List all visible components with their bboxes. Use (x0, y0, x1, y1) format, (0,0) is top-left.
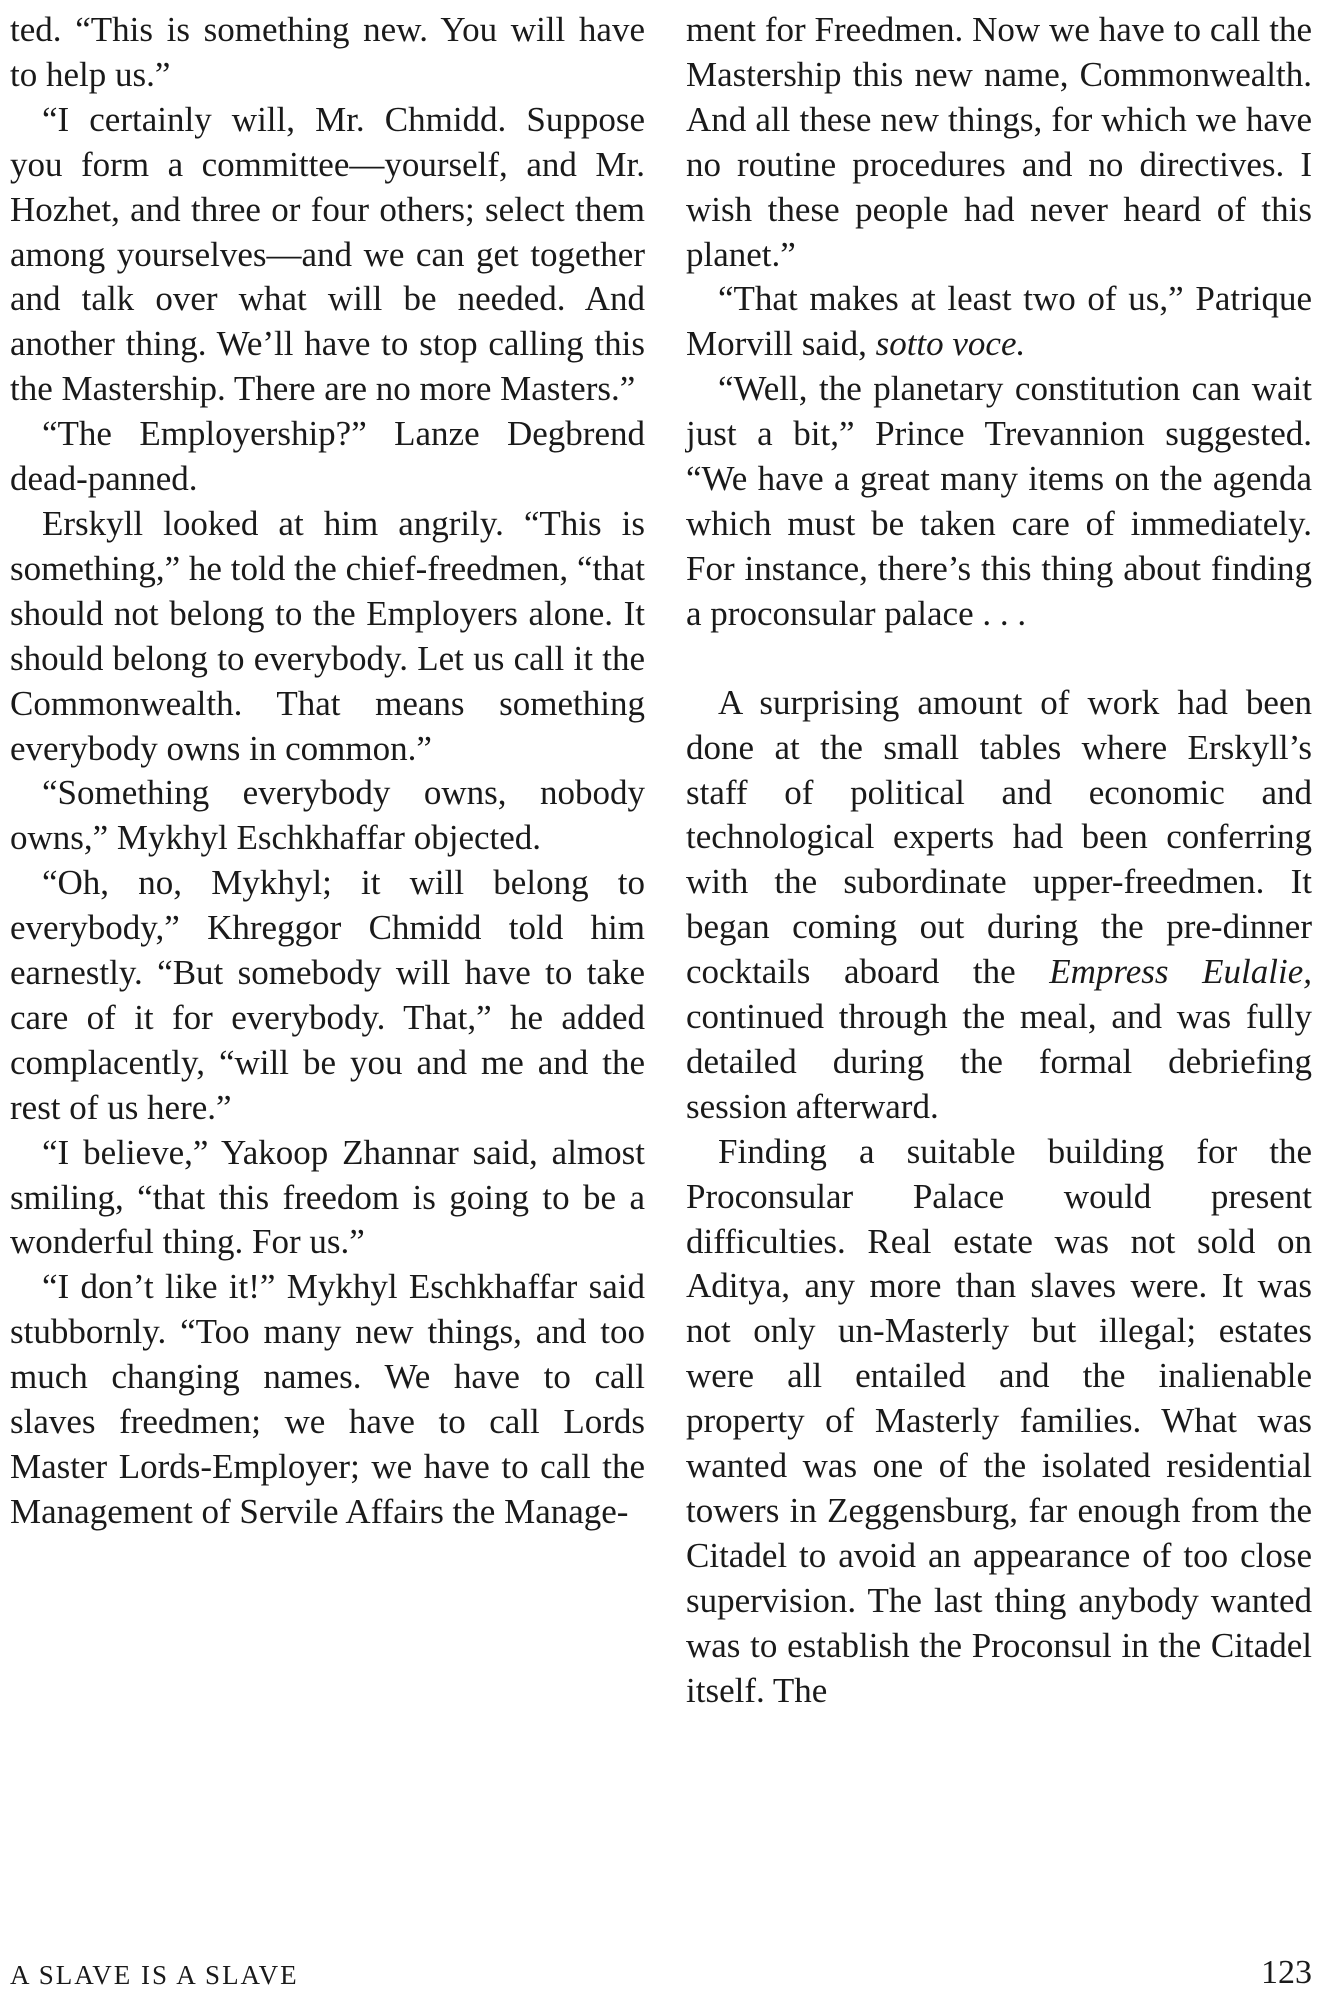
paragraph: ment for Freedmen. Now we have to call the Mastership this new name, Commonwealth. And all these new things, for which we have no routine procedures and no directives. I wish these people had never heard of this planet.” (686, 10, 1312, 274)
paragraph: “I believe,” Yakoop Zhannar said, almost smiling, “that this freedom is going to be a wonderful thing. For us.” (10, 1132, 645, 1262)
paragraph: “Well, the planetary constitution can wait just a bit,” Prince Trevannion suggested. “We have a great many items on the agenda which must be taken care of immediately. For instance, there’s this thing about finding a proconsular palace . . . (686, 369, 1312, 633)
page-footer (10, 1954, 1312, 2000)
running-head: A SLAVE IS A SLAVE (10, 1960, 299, 1990)
paragraph: “Oh, no, Mykhyl; it will belong to everybody,” Khreggor Chmidd told him earnestly. “But somebody will have to take care of it for everybody. That,” he added complacently, “will be you and me and the rest of us here.” (10, 863, 645, 1127)
paragraph (686, 681, 1312, 1130)
paragraph (686, 277, 1312, 367)
paragraph: “Something everybody owns, nobody owns,” Mykhyl Eschkhaffar objected. (10, 773, 645, 858)
paragraph: Erskyll looked at him angrily. “This is something,” he told the chief-freedmen, “that should not belong to the Employers alone. It should belong to everybody. Let us call it the Commonwealth. That means something everybody owns in common.” (10, 503, 645, 768)
paragraph: “I don’t like it!” Mykhyl Eschkhaffar said stubbornly. “Too many new things, and too much changing names. We have to call slaves freedmen; we have to call Lords Master Lords-Employer; we have to call the Management of Servile Affairs the Manage- (10, 1267, 645, 1531)
paragraph: “I certainly will, Mr. Chmidd. Suppose you form a committee—yourself, and Mr. Hozhet, and three or four others; select them among yourselves—and we can get together and talk over what will be needed. And another thing. We’ll have to stop calling this the Mastership. There are no more Masters.” (10, 99, 645, 409)
italic-phrase: sotto voce. (875, 324, 1026, 364)
paragraph: ted. “This is something new. You will have to help us.” (10, 10, 645, 94)
page-number: 123 (1261, 1954, 1312, 1991)
right-column (686, 8, 1312, 1714)
paragraph: “The Employership?” Lanze Degbrend dead-panned. (10, 414, 645, 499)
ship-name: Empress Eulalie, (1049, 952, 1312, 992)
left-column (10, 8, 645, 1535)
paragraph: Finding a suitable building for the Proconsular Palace would present difficulties. Real estate was not sold on Aditya, any more than slaves were. It was not only un-Masterly but illegal; estates were all entailed and the inalienable property of Masterly families. What was wanted was one of the isolated residential towers in Zeggensburg, far enough from the Citadel to avoid an appearance of too close supervision. The last thing anybody wanted was to establish the Proconsul in the Citadel itself. The (686, 1131, 1312, 1710)
paragraph-text: A surprising amount of work had been done at the small tables where Erskyll’s staff of political and economic and technological experts had been conferring with the subordinate upper-freedmen. It began coming out during the pre-dinner cocktails aboard the (686, 682, 1312, 992)
paragraph-text: “That makes at least two of us,” Patrique Morvill said, (686, 279, 1312, 364)
paragraph-text: continued through the meal, and was fully detailed during the formal debriefing session afterward. (686, 997, 1312, 1126)
